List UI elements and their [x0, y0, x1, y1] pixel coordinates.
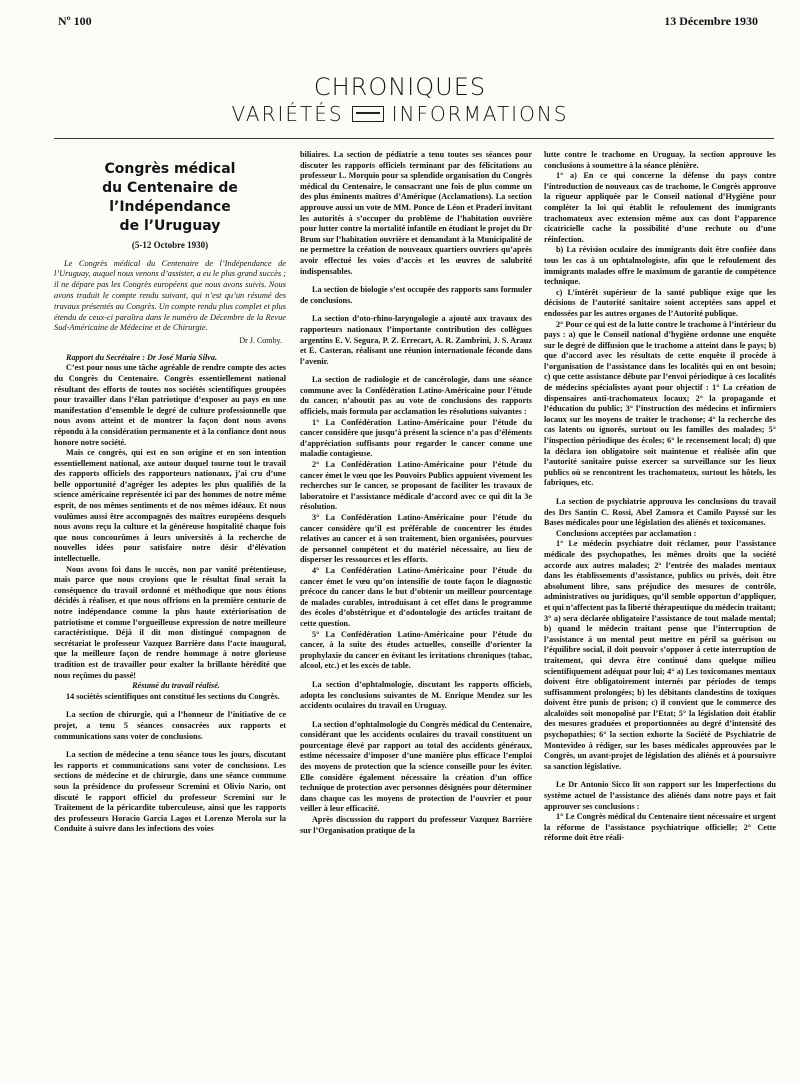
- article-dates: (5-12 Octobre 1930): [131, 240, 209, 250]
- paragraph: Le Dr Antonio Sicco lit son rapport sur les Imperfections du système actuel de l’assistance des aliénés dans notre pays et fait approuver ses conclusions :: [544, 780, 776, 811]
- paragraph: La section de médecine a tenu séance tous les jours, discutant les rapports et communications sans voter de conclusions. Les sections de médecine et de chirurgie, dans une séance commune sous la présidence du professeur Scremini et Olivio Nario, ont discuté le rapport officiel du professeur Scremini sur le Traitement de la péricardite tuberculeuse, ainsi que les rapports des professeurs Horacio Garcia Lagos et Lorenzo Merola sur la Conduite à suivre dans les infections des voies: [54, 750, 286, 834]
- article-intro: [54, 259, 286, 335]
- paragraph: lutte contre le trachome en Uruguay, la section approuve les conclusions à soumettre à la séance plénière.: [544, 150, 776, 170]
- summary-heading: Résumé du travail réalisé.: [132, 681, 220, 691]
- paragraph: Nous avons foi dans le succès, non par vanité prétentieuse, mais parce que nous croyions que le résultat final serait la conséquence du travail ordonné et méthodique que nous étions décidés à réaliser, et que nous offrions en la première centurie de notre indépendance comme la plus haute extériorisation de patriotisme et comme l’orgueilleuse expression de notre meilleure caractéristique. Déjà il dit mon distingué compagnon de secrétariat le professeur Vazquez Barrière dans l’acte inaugural, que la meilleure façon de rendre hommage à notre glorieuse tradition est de travailler pour exalter la brillante hérédité que nous reçûmes du passé!: [54, 564, 286, 680]
- column-1: [54, 150, 286, 835]
- paragraph: 14 sociétés scientifiques ont constitué les sections du Congrès.: [66, 691, 280, 701]
- intro-text: Le Congrès médical du Centenaire de l’Indépendance de l’Uruguay, auquel nous venons d’assister, a eu le plus grand succès ; il ne dépare pas les Congrès européens que nous avons suivis. Nous avons traduit le compte rendu suivant, qui n’est qu’un résumé des travaux présentés au Congrès. Un compte rendu plus complet et plus étendu de ceux-ci paraîtra dans le numéro de Décembre de la Revue Sud-Américaine de Médecine et de Chirurgie.: [54, 258, 286, 333]
- masthead-right: INFORMATIONS: [391, 102, 569, 126]
- masthead-left: VARIÉTÉS: [231, 102, 344, 126]
- paragraph: 1° a) En ce qui concerne la défense du pays contre l’introduction de nouveaux cas de trachome, le Congrès approuve la rigueur appliquée par le Conseil national d’Hygiène pour compléter la loi qui établit le refoulement des immigrants trachomateux avec extension même aux cas dont l’apparence cicatricielle cache la possibilité d’une rechute ou d’une réinfection.: [544, 171, 776, 244]
- issue-date: 13 Décembre 1930: [664, 14, 758, 28]
- article-title-line-2: du Centenaire de l’Indépendance: [102, 180, 238, 215]
- column-2: [300, 150, 532, 836]
- article-title: [54, 160, 286, 236]
- report-heading: Rapport du Secrétaire : Dr José María Silva.: [66, 352, 218, 362]
- masthead-title: CHRONIQUES: [313, 73, 487, 101]
- column-3: [544, 150, 776, 844]
- masthead-subtitle: [0, 102, 800, 126]
- ornament-icon: [352, 106, 384, 122]
- article-title-line-3: de l’Uruguay: [119, 218, 221, 234]
- paragraph: 3° La Confédération Latino-Américaine pour l’étude du cancer considère qu’il est préférable de concentrer les études relatives au cancer et à son traitement, bien organisées, pourvues de personnel compétent et du matériel nécessaire, au lieu de disperser les ressources et les efforts.: [300, 513, 532, 565]
- paragraph: Conclusions acceptées par acclamation :: [556, 528, 697, 538]
- paragraph: La section d’oto-rhino-laryngologie a ajouté aux travaux des rapporteurs nationaux l’importante contribution des collègues argentins E. V. Segura, P. Z. Errecart, A. R. Zambrini, J. S. Arauz et E. Casteran, réalisant une réunion internationale féconde dans l’avenir.: [300, 314, 532, 366]
- paragraph: b) La révision oculaire des immigrants doit être confiée dans tous les cas à un ophtalmologiste, afin que le refoulement des immigrants malades offre le maximum de garantie de compétence technique.: [544, 245, 776, 287]
- paragraph: 4° La Confédération Latino-Américaine pour l’étude du cancer émet le vœu qu’on intensifie de toute façon le diagnostic précoce du cancer dans le but d’obtenir un meilleur pourcentage de malades curables, introduisant à cet effet dans le programme des écoles d’obstétrique et d’odontologie des articles traitant de cette question.: [300, 565, 532, 628]
- paragraph: La section de radiologie et de cancérologie, dans une séance commune avec la Confédération Latino-Américaine pour l’étude du cancer, n’aboutit pas au vote de conclusions des rapports officiels, mais formula par acclamation les résolutions suivantes :: [300, 375, 532, 417]
- signature: Dr J. Comby.: [239, 336, 282, 346]
- paragraph: Après discussion du rapport du professeur Vazquez Barrière sur l’Organisation pratique de la: [300, 815, 532, 835]
- paragraph: 1° La Confédération Latino-Américaine pour l’étude du cancer considère que jusqu’à présent la science n’a pas d’éléments d’appréciation suffisants pour regarder le cancer comme une maladie contagieuse.: [300, 417, 532, 459]
- paragraph: 1° Le Congrès médical du Centenaire tient nécessaire et urgent la réforme de l’assistance psychiatrique officielle; 2° Cette réforme doit être réali-: [544, 812, 776, 843]
- paragraph: La section d’ophtalmologie, discutant les rapports officiels, adopta les conclusions suivantes de M. Enrique Mendez sur les accidents oculaires du travail en Uruguay.: [300, 679, 532, 711]
- paragraph: La section de chirurgie, qui a l’honneur de l’initiative de ce projet, a tenu 5 séances consacrées aux rapports et communications sans voter de conclusions.: [54, 710, 286, 741]
- paragraph: C’est pour nous une tâche agréable de rendre compte des actes du Congrès du Centenaire. Congrès essentiellement national résultant des efforts de toutes nos sociétés scientifiques groupées pour travailler dans l’élan patriotique d’exposer au pays en une manifestation d’ensemble le degré de culture professionnelle que nous avons atteint et de montrer la façon dont nous avons répondu à la considération permanente et à la confiance dont nous honore notre société.: [54, 363, 286, 447]
- paragraph: La section de biologie s’est occupée des rapports sans formuler de conclusions.: [300, 285, 532, 305]
- paragraph: c) L’intérêt supérieur de la santé publique exige que les décisions de l’autorité sanitaire soient acceptées sans appel et endossées par les autres organes de l’Autorité publique.: [544, 287, 776, 318]
- paragraph: 2° La Confédération Latino-Américaine pour l’étude du cancer émet le vœu que les Pouvoirs Publics appuient vivement les recherches sur le cancer, se proposant de faciliter les travaux de laboratoire et l’assistance médicale d’accord avec ce qui dit la 3e résolution.: [300, 460, 532, 512]
- paragraph: 5° La Confédération Latino-Américaine pour l’étude du cancer, à la suite des études actuelles, conseille d’orienter la prophylaxie du cancer en évitant les irritations chroniques (tabac, alcool, etc.) et les excès de table.: [300, 629, 532, 671]
- paragraph: 2° Pour ce qui est de la lutte contre le trachome à l’intérieur du pays : a) que le Conseil national d’hygiène ordonne une enquête sur le degré de diffusion que le trachome a atteint dans le pays; b) que d’accord avec les résultats de cette enquête il procède à l’organisation de l’assistance dans les localités qui en ont besoin; c) que cette assistance débute par l’envoi périodique à ces localités de médecins spécialistes ayant pour objectif : 1° La création de dispensaires anti-trachomateux locaux; 2° la propagande et l’éducation du public; 3° l’instruction des médecins et infirmiers locaux sur les moyens de traiter le trachome; 4° la recherche des cas latents ou ignorés, surtout ou les familles des malades; 5° l’inspection périodique des écoles; 6° le recensement local; d) que la déclara ion obligatoire soit maintenue et réalisée afin que l’autorité sanitaire puisse exercer sa surveillance sur les lieux publics où se rencontrent les trachomateux, surtout les hôtels, les fabriques, etc.: [544, 319, 776, 488]
- masthead-rule: [54, 138, 774, 139]
- masthead: [0, 74, 800, 126]
- paragraph: Mais ce congrès, qui est en son origine et en son intention essentiellement national, axe autour duquel tourne tout le travail des rapports officiels des rapporteurs nationaux, j’ai cru d’une belle opportunité d’agréger les adeptes les plus qualifiés de la science américaine représentée ici par des hommes de notre même esprit, de nos mêmes sentiments et de nos mêmes idéaux. Et nous voulûmes aussi être accompagnés des maîtres européens desquels nous avons reçu la culture et la généreuse hospitalité chaque fois que nous concourûmes à leurs universités à la recherche de nouvelles idées pour satisfaire notre désir d’élévation intellectuelle.: [54, 448, 286, 564]
- paragraph: 1° Le médecin psychiatre doit réclamer, pour l’assistance médicale des psychopathes, les mêmes droits que la société accorde aux autres malades; 2° l’entrée des malades mentaux dans les établissements d’assistance, publics ou privés, doit être absolument libre, sans préjudice des mesures de contrôle, administratives ou juridiques, qu’il semble opportun d’appliquer, et qui n’affectent pas la liberté thérapeutique du médecin traitant; 3° a) sera déclarée obligatoire l’assistance de tout malade mental; b) quand le médecin traitant pense que l’interruption de l’assistance à un mental peut mettre en péril sa guérison ou l’équilibre social, il doit pouvoir s’opposer à cette interruption de traitement, qui devra être continué dans quelque milieu scientifiquement adéquat pour lui; 4° a) Les toxicomanes mentaux doivent être obligatoirement internés par périodes de temps suffisamment prolongées; b) les débitants clandestins de toxiques doivent être punis de prison; c) il convient que le commerce des alcaloïdes soit monopolisé par l’Etat; 5° la législation doit établir des mesures graduées et proportionnées au degré d’intensité des psychopathies; 6° la section exhorte la Société de Psychiatrie de Montevideo à rédiger, sur les bases médicales approuvées par le Congrès, un avant-projet de législation des aliénés et à poursuivre sa sanction législative.: [544, 539, 776, 771]
- paragraph: La section de psychiatrie approuva les conclusions du travail des Drs Santin C. Rossi, Abel Zamora et Camilo Payssé sur les Bases médicales pour une législation des aliénés et toxicomanes.: [544, 497, 776, 528]
- issue-number: Nº 100: [58, 14, 92, 28]
- article-title-line-1: Congrès médical: [104, 161, 236, 177]
- paragraph: biliaires. La section de pédiatrie a tenu toutes ses séances pour discuter les rapports officiels terminant par des félicitations au professeur L. Morquio pour sa splendide organisation du Congrès médical du Centenaire, le consacrant une fois de plus comme un des plus éminents maîtres d’Amérique (Acclamations). La section approuve aussi un vote de MM. Ponce de Léon et Praderi invitant les autorités à s’occuper du problème de l’habitation ouvrière pour lutter contre la mortalité infantile en étudiant le projet du Dr Brum sur l’habitation ouvrière et demandant à la Municipalité de ne permettre la création de nouveaux quartiers ouvriers qu’après avoir effectué les voies d’accès et les œuvres de salubrité indispensables.: [300, 150, 532, 276]
- paragraph: La section d’ophtalmologie du Congrès médical du Centenaire, considérant que les accidents oculaires du travail constituent un pourcentage élevé par rapport au total des accidents généraux, estime nécessaire d’imposer d’une manière plus efficace l’emploi des moyens de protection que la science conseille pour les éviter. Elle considère également nécessaire la création d’un office technique de protection avec personnes désignées pour déterminer dans chaque cas les moyens de protection de l’ouvrier et pour veiller à leur efficacité.: [300, 719, 533, 814]
